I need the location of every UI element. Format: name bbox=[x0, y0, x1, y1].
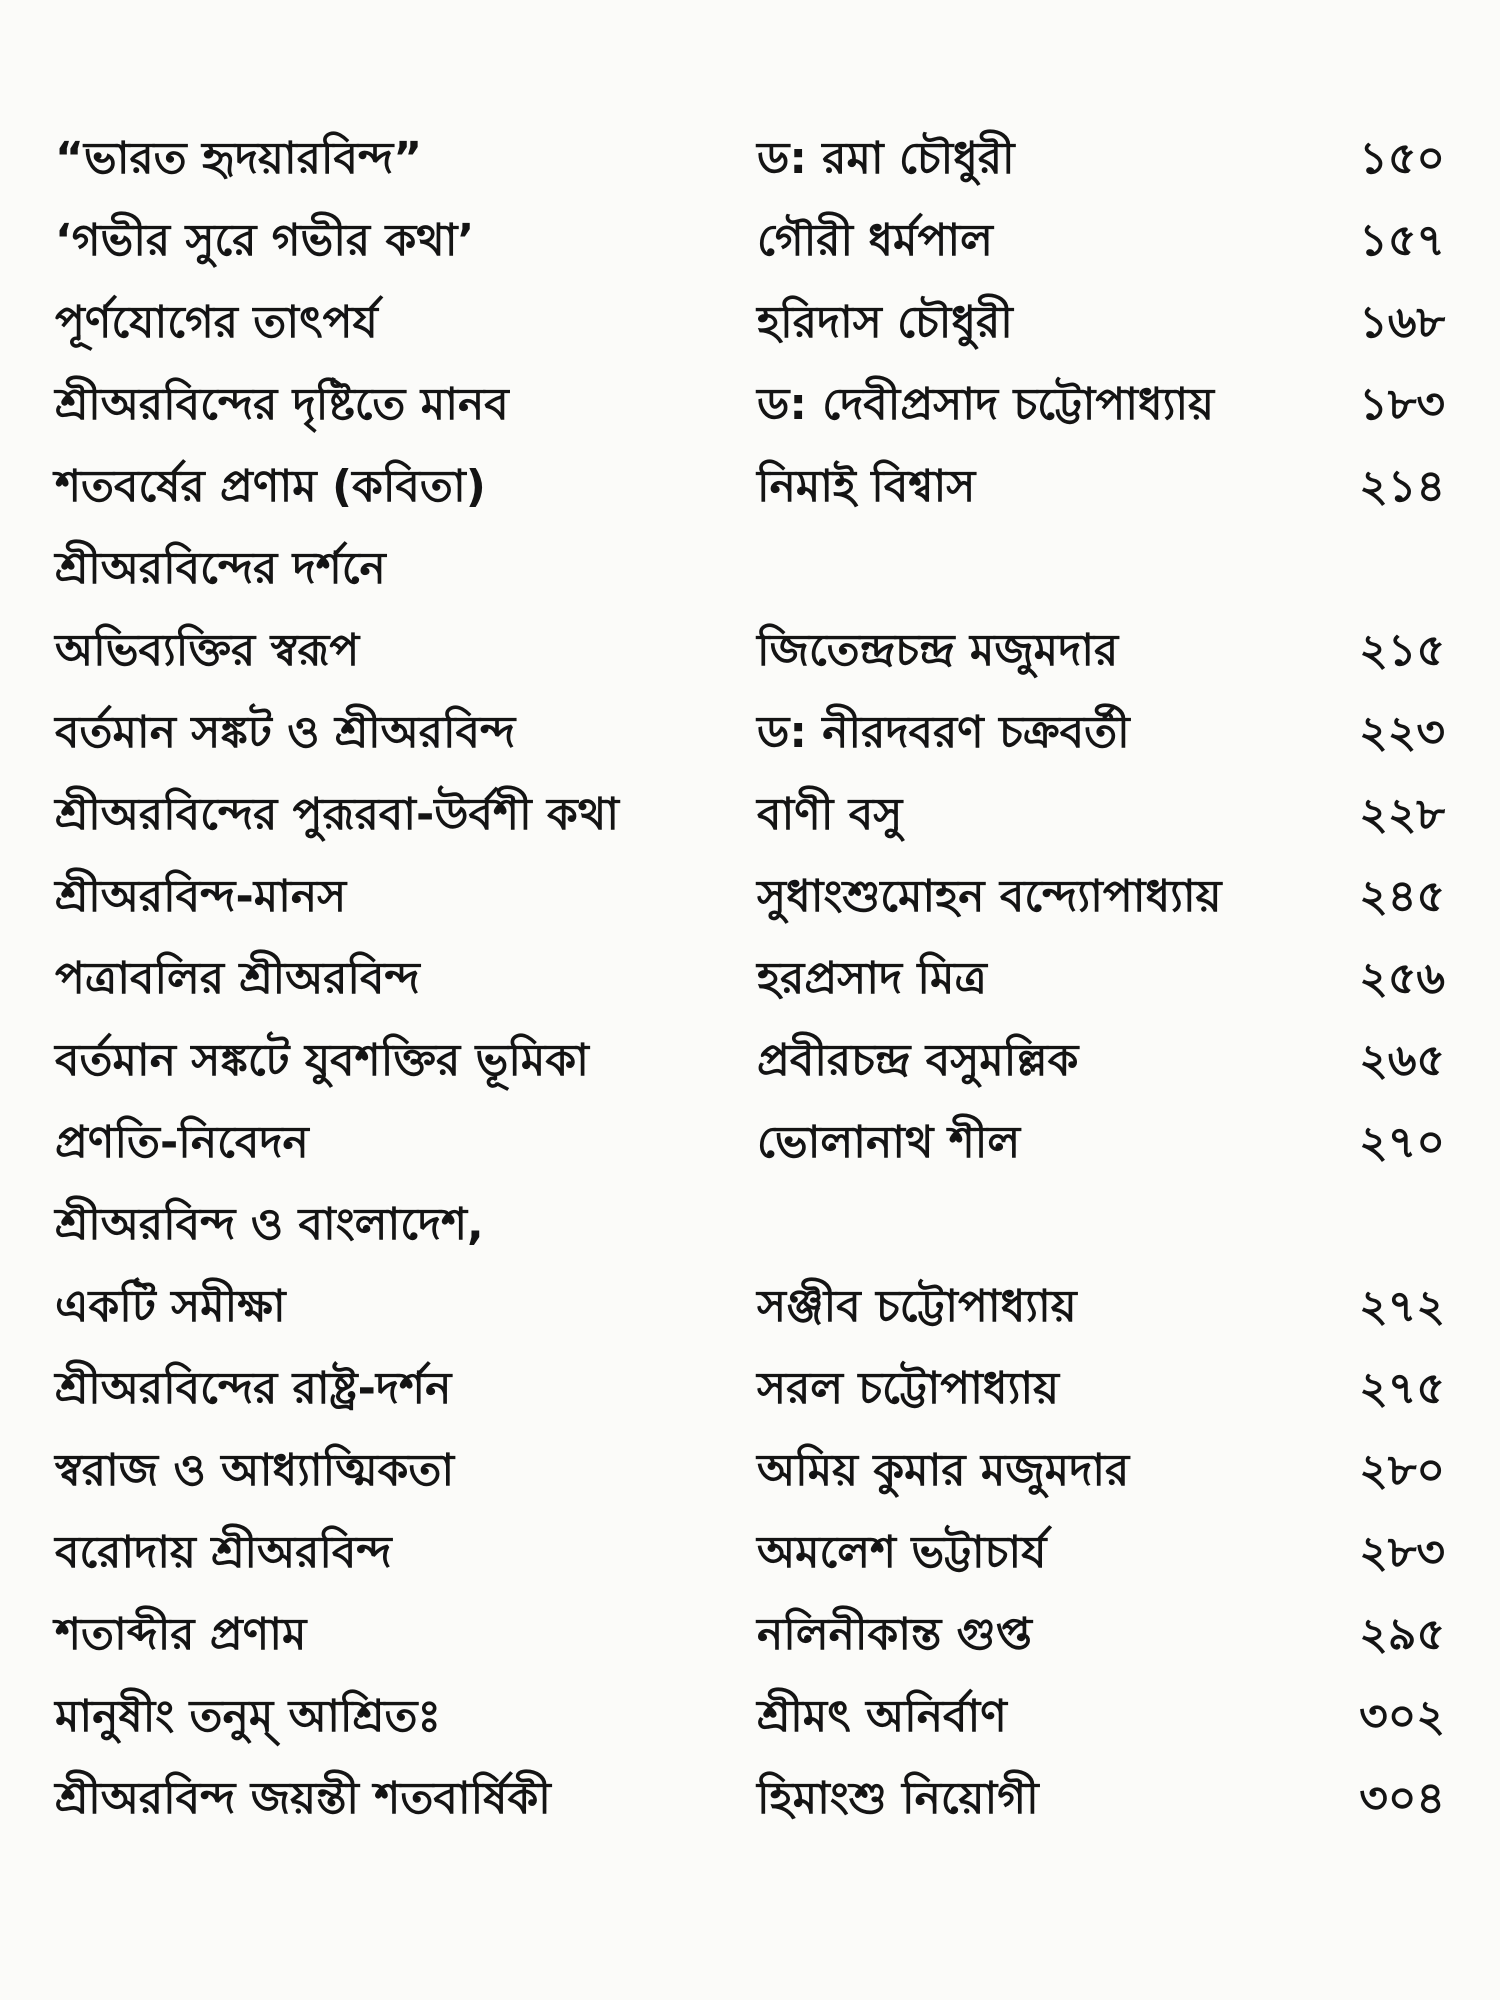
entry-title: প্রণতি-নিবেদন bbox=[55, 1117, 309, 1168]
entry-author: হরিদাস চৌধুরী bbox=[757, 297, 1013, 348]
entry-page-number: ২১৪ bbox=[1359, 461, 1445, 512]
entry-page-number: ২৭৫ bbox=[1359, 1363, 1445, 1414]
entry-author: সরল চট্টোপাধ্যায় bbox=[757, 1363, 1060, 1414]
entry-page-number: ২৬৫ bbox=[1359, 1035, 1445, 1086]
entry-author: গৌরী ধর্মপাল bbox=[757, 215, 993, 266]
entry-page-number: ১৬৮ bbox=[1359, 297, 1445, 348]
entry-title: বর্তমান সঙ্কট ও শ্রীঅরবিন্দ bbox=[55, 707, 516, 758]
toc-row bbox=[55, 1676, 1445, 1758]
entry-page-number: ২৭২ bbox=[1359, 1281, 1445, 1332]
entry-page-number: ১৫৭ bbox=[1359, 215, 1445, 266]
entry-title: শতাব্দীর প্রণাম bbox=[55, 1609, 307, 1660]
entry-title: শ্রীঅরবিন্দের রাষ্ট্র-দর্শন bbox=[55, 1363, 452, 1414]
entry-title: শ্রীঅরবিন্দ জয়ন্তী শতবার্ষিকী bbox=[55, 1773, 551, 1824]
toc-row bbox=[55, 692, 1445, 774]
toc-row bbox=[55, 200, 1445, 282]
entry-author: জিতেন্দ্রচন্দ্র মজুমদার bbox=[757, 625, 1119, 676]
toc-row bbox=[55, 1184, 1445, 1266]
entry-author: হরপ্রসাদ মিত্র bbox=[757, 953, 987, 1004]
entry-page-number: ২৫৬ bbox=[1359, 953, 1445, 1004]
entry-author: প্রবীরচন্দ্র বসুমল্লিক bbox=[757, 1035, 1079, 1086]
entry-title: বর্তমান সঙ্কটে যুবশক্তির ভূমিকা bbox=[55, 1035, 589, 1086]
entry-title: অভিব্যক্তির স্বরূপ bbox=[55, 625, 360, 676]
entry-author: ভোলানাথ শীল bbox=[757, 1117, 1021, 1168]
toc-row bbox=[55, 1594, 1445, 1676]
entry-author: অমিয় কুমার মজুমদার bbox=[757, 1445, 1130, 1496]
entry-title: স্বরাজ ও আধ্যাত্মিকতা bbox=[55, 1445, 455, 1496]
toc-row bbox=[55, 118, 1445, 200]
entry-page-number: ৩০৪ bbox=[1359, 1773, 1445, 1824]
entry-title: শ্রীঅরবিন্দের দৃষ্টিতে মানব bbox=[55, 379, 509, 430]
entry-author: ড: রমা চৌধুরী bbox=[757, 133, 1015, 184]
entry-title: পত্রাবলির শ্রীঅরবিন্দ bbox=[55, 953, 420, 1004]
toc-row bbox=[55, 1020, 1445, 1102]
entry-page-number: ৩০২ bbox=[1359, 1691, 1445, 1742]
entry-author: সঞ্জীব চট্টোপাধ্যায় bbox=[757, 1281, 1077, 1332]
entry-page-number: ১৫০ bbox=[1359, 133, 1445, 184]
entry-page-number: ২৮০ bbox=[1359, 1445, 1445, 1496]
entry-page-number: ১৮৩ bbox=[1359, 379, 1445, 430]
entry-title: পূর্ণযোগের তাৎপর্য bbox=[55, 297, 378, 348]
entry-author: নিমাই বিশ্বাস bbox=[757, 461, 976, 512]
entry-page-number: ২১৫ bbox=[1359, 625, 1445, 676]
entry-author: ড: দেবীপ্রসাদ চট্টোপাধ্যায় bbox=[757, 379, 1215, 430]
entry-author: হিমাংশু নিয়োগী bbox=[757, 1773, 1039, 1824]
entry-title: শ্রীঅরবিন্দ ও বাংলাদেশ, bbox=[55, 1199, 484, 1250]
toc-row bbox=[55, 1512, 1445, 1594]
toc-row bbox=[55, 282, 1445, 364]
entry-page-number: ২৪৫ bbox=[1359, 871, 1445, 922]
entry-author: শ্রীমৎ অনির্বাণ bbox=[757, 1691, 1007, 1742]
toc-row bbox=[55, 1102, 1445, 1184]
entry-title: বরোদায় শ্রীঅরবিন্দ bbox=[55, 1527, 392, 1578]
toc-row bbox=[55, 528, 1445, 610]
toc-row bbox=[55, 446, 1445, 528]
entry-title: শতবর্ষের প্রণাম (কবিতা) bbox=[55, 461, 486, 512]
toc-row bbox=[55, 938, 1445, 1020]
entry-page-number: ২২৮ bbox=[1359, 789, 1445, 840]
entry-author: অমলেশ ভট্টাচার্য bbox=[757, 1527, 1047, 1578]
toc-row bbox=[55, 1266, 1445, 1348]
toc-row bbox=[55, 1758, 1445, 1840]
entry-author: সুধাংশুমোহন বন্দ্যোপাধ্যায় bbox=[757, 871, 1222, 922]
toc-row bbox=[55, 774, 1445, 856]
toc-row bbox=[55, 1348, 1445, 1430]
toc-row bbox=[55, 364, 1445, 446]
entry-page-number: ২৭০ bbox=[1359, 1117, 1445, 1168]
entry-author: নলিনীকান্ত গুপ্ত bbox=[757, 1609, 1032, 1660]
toc-row bbox=[55, 610, 1445, 692]
entry-author: বাণী বসু bbox=[757, 789, 903, 840]
entry-title: শ্রীঅরবিন্দের পুরূরবা-উর্বশী কথা bbox=[55, 789, 620, 840]
entry-title: “ভারত হৃদয়ারবিন্দ” bbox=[55, 133, 423, 184]
entry-page-number: ২৯৫ bbox=[1359, 1609, 1445, 1660]
entry-title: একটি সমীক্ষা bbox=[55, 1281, 286, 1332]
toc-row bbox=[55, 1430, 1445, 1512]
entry-page-number: ২২৩ bbox=[1359, 707, 1445, 758]
entry-title: মানুষীং তনুম্ আশ্রিতঃ bbox=[55, 1691, 441, 1742]
entry-page-number: ২৮৩ bbox=[1359, 1527, 1445, 1578]
toc-row bbox=[55, 856, 1445, 938]
table-of-contents bbox=[55, 118, 1445, 1840]
entry-title: শ্রীঅরবিন্দের দর্শনে bbox=[55, 543, 386, 594]
entry-author: ড: নীরদবরণ চক্রবর্তী bbox=[757, 707, 1130, 758]
entry-title: ‘গভীর সুরে গভীর কথা’ bbox=[55, 215, 475, 266]
entry-title: শ্রীঅরবিন্দ-মানস bbox=[55, 871, 347, 922]
